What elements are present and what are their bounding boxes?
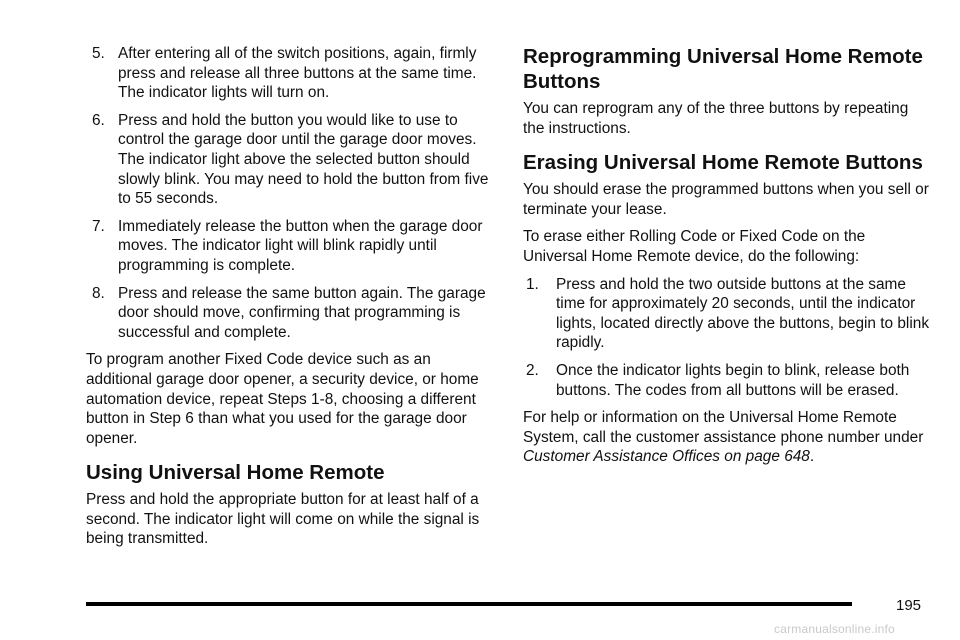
footer-rule — [86, 602, 852, 606]
page-number: 195 — [896, 597, 922, 614]
help-text-end: . — [809, 448, 815, 466]
other-device-paragraph: To program another Fixed Code device such as an additional garage door opener, a security device, or home automation device, repeat Steps 1-8, choosing a different button in Step 6 than what you used for the garage door opener. — [86, 351, 479, 447]
using-paragraph: Press and hold the appropriate button for at least half of a second. The indicator light will come on while the signal is being transmitted. — [86, 491, 480, 548]
step-number: 5. — [92, 45, 105, 62]
step-text: Press and release the same button again. The garage door should move, confirming that programming is successful and complete. — [118, 284, 486, 341]
erase-how-paragraph: To erase either Rolling Code or Fixed Code on the Universal Home Remote device, do the following: — [523, 228, 866, 265]
reprogramming-heading: Reprogramming Universal Home Remote Buttons — [523, 45, 923, 93]
step-item — [86, 217, 496, 276]
reprogramming-paragraph: You can reprogram any of the three buttons by repeating the instructions. — [523, 100, 909, 137]
help-text: For help or information on the Universal Home Remote System, call the customer assistance phone number under — [523, 409, 924, 446]
step-number: 6. — [92, 111, 105, 129]
step-number: 7. — [92, 217, 105, 235]
customer-assistance-reference[interactable]: Customer Assistance Offices on page 648 — [523, 448, 810, 466]
step-item — [523, 361, 933, 400]
step-number: 2. — [526, 361, 539, 379]
programming-steps — [86, 44, 496, 342]
step-number: 1. — [526, 275, 539, 293]
help-paragraph — [523, 408, 933, 467]
erasing-heading: Erasing Universal Home Remote Buttons — [523, 151, 923, 175]
erase-steps — [523, 275, 933, 401]
step-item — [523, 275, 933, 353]
erase-when-paragraph: You should erase the programmed buttons when you sell or terminate your lease. — [523, 181, 929, 218]
step-item — [86, 284, 496, 343]
step-item — [86, 111, 496, 209]
step-text: Immediately release the button when the garage door moves. The indicator light will blink rapidly until programming is complete. — [118, 217, 483, 274]
step-text: Press and hold the button you would like to use to control the garage door until the garage door moves. The indicator light above the selected button should slowly blink. You may need to hold the button from five to 55 seconds. — [118, 111, 489, 208]
watermark: carmanualsonline.info — [774, 622, 895, 636]
right-column — [523, 44, 933, 475]
step-text: Once the indicator lights begin to blink, release both buttons. The codes from all buttons will be erased. — [556, 361, 910, 399]
step-text: After entering all of the switch positions, again, firmly press and release all three buttons at the same time. The indicator lights will turn on. — [118, 45, 477, 102]
step-item — [86, 44, 496, 103]
step-text: Press and hold the two outside buttons at the same time for approximately 20 seconds, until the indicator lights, located directly above the buttons, begin to blink rapidly. — [556, 275, 930, 352]
step-number: 8. — [92, 284, 105, 302]
left-column — [86, 44, 496, 557]
using-heading: Using Universal Home Remote — [86, 461, 385, 485]
